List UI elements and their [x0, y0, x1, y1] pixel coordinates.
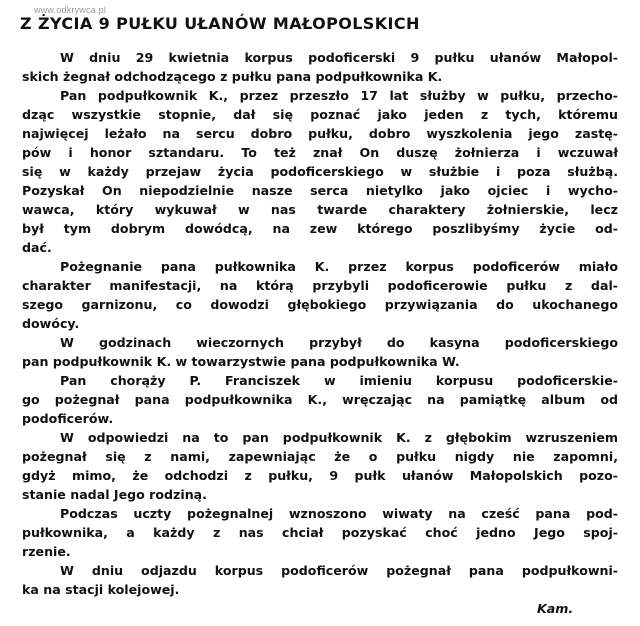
site-watermark: www.odkrywca.pl: [34, 5, 107, 15]
text-line: skich żegnał odchodzącego z pułku pana podpułkownika K.: [22, 69, 443, 84]
article-title: Z ŻYCIA 9 PUŁKU UŁANÓW MAŁOPOLSKICH: [20, 14, 420, 33]
text-line: Pozyskał On niepodzielnie nasze serca nietylko jako ojciec i wycho-: [22, 183, 618, 198]
text-line: go pożegnał pana podpułkownika K., wręczając na pamiątkę album od: [22, 392, 618, 407]
text-line: pan podpułkownik K. w towarzystwie pana podpułkownika W.: [22, 354, 460, 369]
text-line: W dniu 29 kwietnia korpus podoficerski 9 pułku ułanów Małopol-: [60, 50, 618, 65]
text-line: Pan chorąży P. Franciszek w imieniu korpusu podoficerskie-: [60, 373, 618, 388]
text-line: szego garnizonu, co dowodzi głębokiego przywiązania do ukochanego: [22, 297, 618, 312]
text-line: podoficerów.: [22, 411, 114, 426]
text-line: pożegnał się z nami, zapewniając że o pułku nigdy nie zapomni,: [22, 449, 618, 464]
text-line: ka na stacji kolejowej.: [22, 582, 180, 597]
text-line: dząc wszystkie stopnie, dał się poznać jako jeden z tych, któremu: [22, 107, 618, 122]
text-line: dowócy.: [22, 316, 80, 331]
article-body: [22, 48, 618, 599]
text-line: W dniu odjazdu korpus podoficerów pożegnał pana podpułkowni-: [60, 563, 618, 578]
text-line: rzenie.: [22, 544, 71, 559]
text-line: wawca, który wykuwał w nas twarde charaktery żołnierskie, lecz: [22, 202, 618, 217]
text-line: gdyż mimo, że odchodzi z pułku, 9 pułk ułanów Małopolskich pozo-: [22, 468, 618, 483]
text-line: się w każdy przejaw życia podoficerskiego w służbie i poza służbą.: [22, 164, 618, 179]
text-line: W odpowiedzi na to pan podpułkownik K. z głębokim wzruszeniem: [60, 430, 618, 445]
text-line: Pan podpułkownik K., przez przeszło 17 lat służby w pułku, przecho-: [60, 88, 618, 103]
text-line: W godzinach wieczornych przybył do kasyna podoficerskiego: [60, 335, 618, 350]
text-line: najwięcej leżało na sercu dobro pułku, dobro wyszkolenia jego zastę-: [22, 126, 618, 141]
text-line: Pożegnanie pana pułkownika K. przez korpus podoficerów miało: [60, 259, 618, 274]
text-line: charakter manifestacji, na którą przybyli podoficerowie pułku z dal-: [22, 278, 618, 293]
text-line: Podczas uczty pożegnalnej wznoszono wiwaty na cześć pana pod-: [60, 506, 618, 521]
text-line: stanie nadal Jego rodziną.: [22, 487, 207, 502]
text-line: dać.: [22, 240, 52, 255]
text-line: był tym dobrym dowódcą, na zew którego poszlibyśmy życie od-: [22, 221, 618, 236]
text-line: pułkownika, a każdy z nas chciał pozyskać choć jedno Jego spoj-: [22, 525, 618, 540]
author-signature: Kam.: [537, 601, 574, 616]
text-line: pów i honor sztandaru. To też znał On duszę żołnierza i wczuwał: [22, 145, 618, 160]
